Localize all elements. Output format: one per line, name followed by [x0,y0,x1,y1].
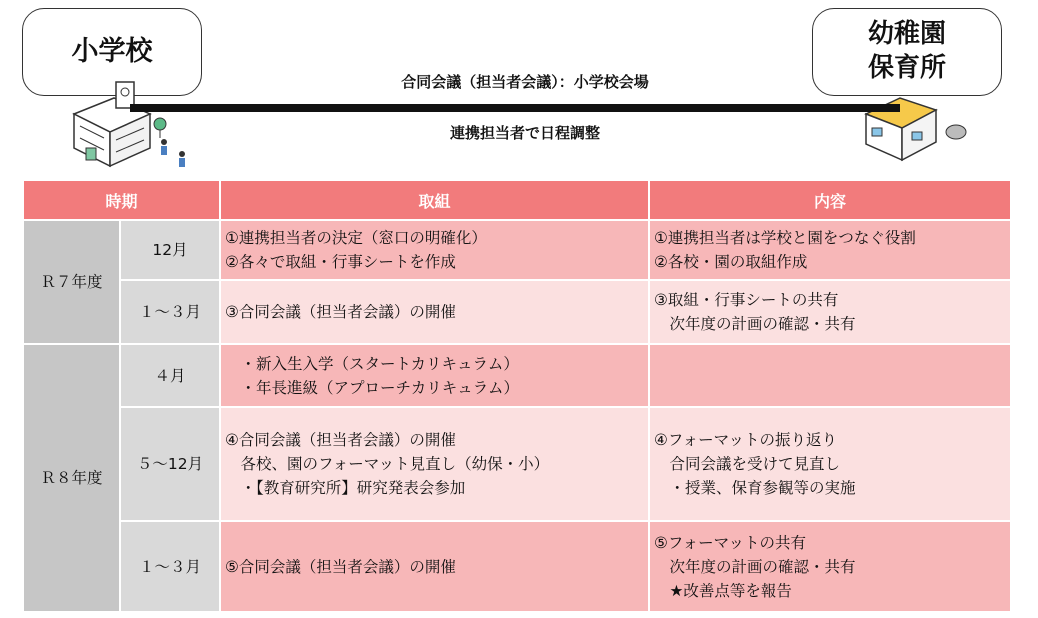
cell-line: ②各々で取組・行事シートを作成 [225,253,456,271]
cell-line: ③合同会議（担当者会議）の開催 [225,303,456,321]
header-naiyou: 内容 [650,181,1012,221]
cell-line: ④フォーマットの振り返り [654,431,838,449]
period-cell: １～３月 [121,281,221,345]
naiyou-cell [650,522,1012,613]
cell-line: ・授業、保育参観等の実施 [654,479,856,497]
naiyou-cell [650,221,1012,281]
torikumi-cell [221,522,650,613]
torikumi-cell [221,281,650,345]
naiyou-cell [650,281,1012,345]
school-label: 小学校 [71,36,153,68]
school-building-icon [64,76,196,174]
schedule-caption: 連携担当者で日程調整 [449,124,600,142]
year-cell: Ｒ８年度 [24,345,121,613]
meeting-caption: 合同会議（担当者会議）：小学校会場 [401,73,649,91]
torikumi-cell [221,345,650,408]
period-cell: ４月 [121,345,221,408]
cell-line: ・新入生入学（スタートカリキュラム） [225,354,519,373]
cell-line: ・年長進級（アプローチカリキュラム） [225,378,520,397]
period-cell: 12月 [121,221,221,281]
header-torikumi: 取組 [221,181,650,221]
period-cell: １～３月 [121,522,221,613]
torikumi-cell [221,221,650,281]
cell-line: 次年度の計画の確認・共有 [654,315,856,333]
cell-line: ③取組・行事シートの共有 [654,291,839,309]
cell-line: ①連携担当者は学校と園をつなぐ役割 [654,229,916,247]
cell-line: ⑤合同会議（担当者会議）の開催 [225,557,456,576]
kindergarten-building-icon [860,88,972,164]
schedule-table [24,181,1012,613]
table-row [24,345,1012,408]
kindergarten-label: 幼稚園 [867,19,946,50]
nursery-label: 保育所 [867,53,946,83]
connection-line [130,104,900,112]
cell-line: ①連携担当者の決定（窓口の明確化） [225,229,487,247]
header-period: 時期 [24,181,221,221]
table-row [24,522,1012,613]
table-row [24,408,1012,522]
cell-line: 次年度の計画の確認・共有 [654,557,856,576]
cell-line: ⑤フォーマットの共有 [654,533,807,552]
cell-line: ④合同会議（担当者会議）の開催 [225,431,456,449]
cell-line: ★改善点等を報告 [654,581,792,600]
naiyou-cell [650,345,1012,408]
table-row [24,281,1012,345]
cell-line: 各校、園のフォーマット見直し（幼保・小） [225,455,550,473]
year-cell: Ｒ７年度 [24,221,121,345]
table-row [24,221,1012,281]
period-cell: ５～12月 [121,408,221,522]
cell-line: 合同会議を受けて見直し [654,455,841,473]
table-header-row [24,181,1012,221]
naiyou-cell [650,408,1012,522]
torikumi-cell [221,408,650,522]
kindergarten-label-box [812,8,1002,96]
cell-line: ②各校・園の取組作成 [654,253,808,271]
cell-line: ・【教育研究所】研究発表会参加 [225,479,466,497]
